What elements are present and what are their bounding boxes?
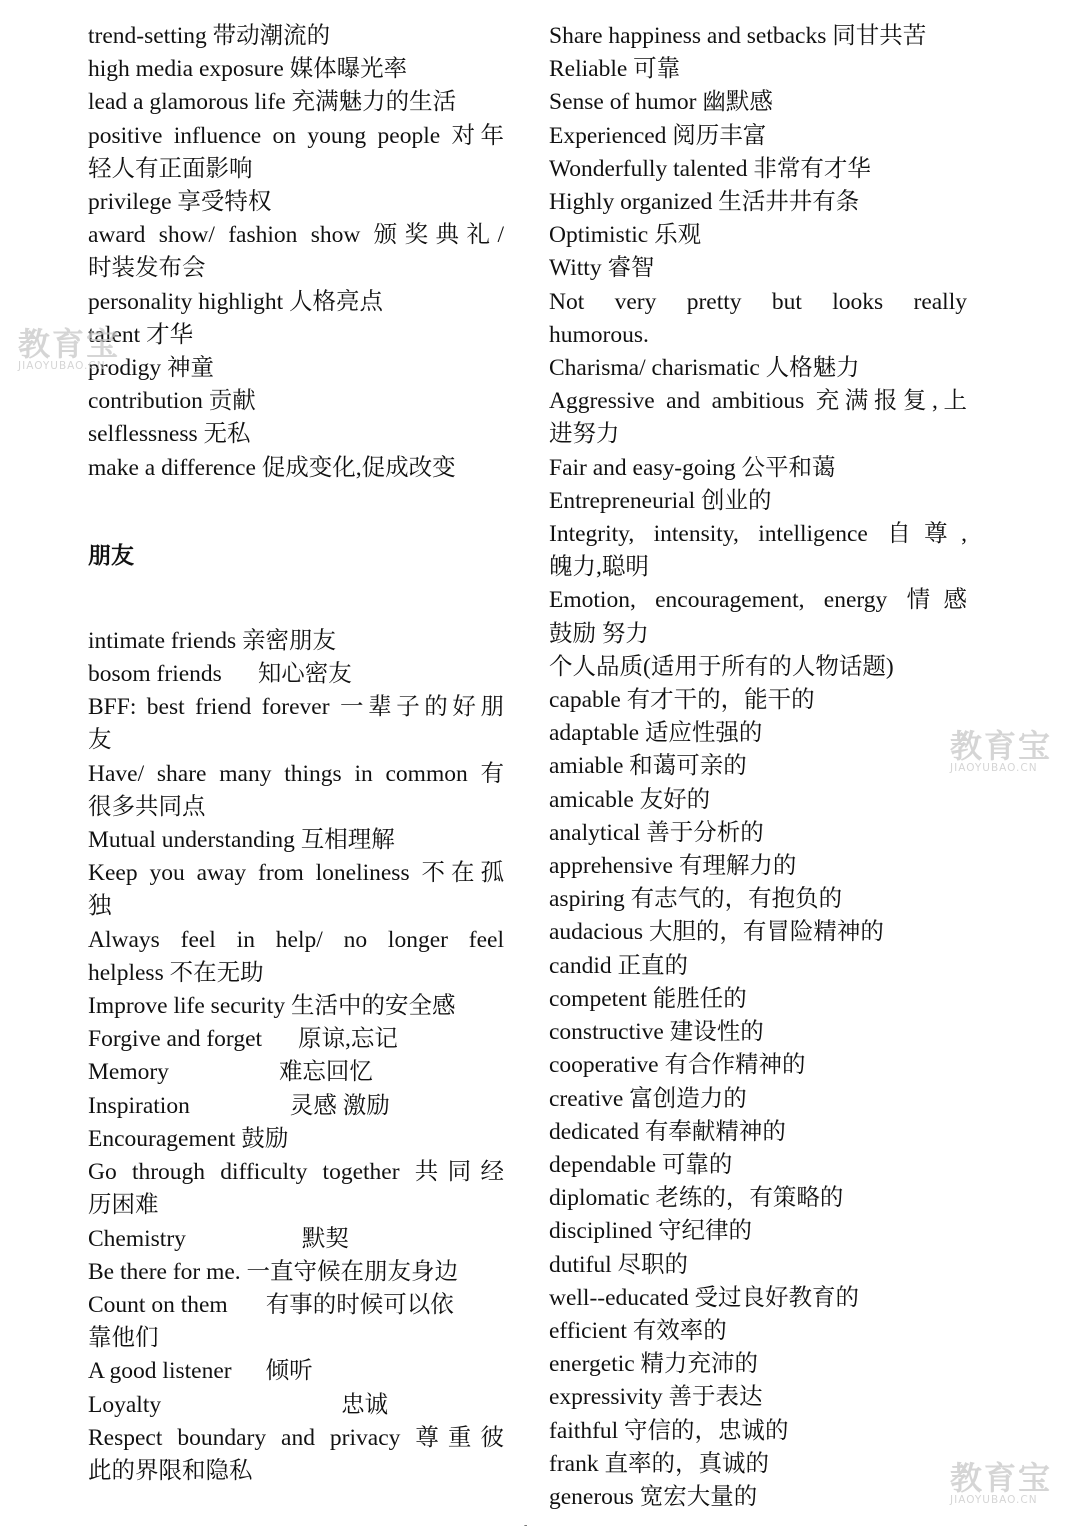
vocab-line: generous 宽宏大量的 <box>549 1483 758 1510</box>
vocab-line: Forgive and forget 原谅,忘记 <box>88 1026 398 1053</box>
vocab-line: 时装发布会 <box>88 255 206 282</box>
vocab-line: Improve life security 生活中的安全感 <box>88 993 456 1020</box>
vocab-line: humorous. <box>549 321 649 348</box>
vocab-line: Respect boundary and privacy 尊重彼 <box>88 1424 504 1451</box>
vocab-line: make a difference 促成变化,促成改变 <box>88 454 456 481</box>
vocab-line: frank 直率的，真诚的 <box>549 1450 769 1477</box>
vocab-line: Go through difficulty together 共同经 <box>88 1159 504 1186</box>
vocab-line: analytical 善于分析的 <box>549 819 764 846</box>
page-number: - <box>524 1520 528 1531</box>
vocab-line: capable 有才干的，能干的 <box>549 687 815 714</box>
vocab-line: award show/ fashion show 颁奖典礼/ <box>88 222 504 249</box>
vocab-line: personality highlight 人格亮点 <box>88 288 384 315</box>
vocab-line: Loyalty 忠诚 <box>88 1391 389 1418</box>
vocab-line: 历困难 <box>88 1192 159 1219</box>
vocab-line: amiable 和蔼可亲的 <box>549 753 747 780</box>
vocab-line: high media exposure 媒体曝光率 <box>88 56 408 83</box>
vocab-line: positive influence on young people 对年 <box>88 122 504 149</box>
vocab-line: 靠他们 <box>88 1325 159 1352</box>
vocab-line: dependable 可靠的 <box>549 1151 733 1178</box>
vocab-line: amicable 友好的 <box>549 786 711 813</box>
vocab-line: Charisma/ charismatic 人格魅力 <box>549 355 860 382</box>
vocab-line: candid 正直的 <box>549 952 689 979</box>
vocab-line: helpless 不在无助 <box>88 959 264 986</box>
vocab-line: Chemistry 默契 <box>88 1225 349 1252</box>
vocab-line: Wonderfully talented 非常有才华 <box>549 155 871 182</box>
vocab-line: lead a glamorous life 充满魅力的生活 <box>88 89 457 116</box>
vocab-line: diplomatic 老练的，有策略的 <box>549 1185 844 1212</box>
vocab-line: 进努力 <box>549 421 620 448</box>
section-heading-friends: 朋友 <box>88 542 134 569</box>
vocab-line: aspiring 有志气的，有抱负的 <box>549 886 843 913</box>
vocab-line: Share happiness and setbacks 同甘共苦 <box>549 23 927 49</box>
watermark-url: JIAOYUBAO.CN <box>18 360 106 372</box>
vocab-line: intimate friends 亲密朋友 <box>88 627 337 654</box>
vocab-line: Experienced 阅历丰富 <box>549 122 767 149</box>
vocab-line: privilege 享受特权 <box>88 189 272 216</box>
watermark-logo-text: 教育宝 <box>18 325 121 363</box>
vocab-line: constructive 建设性的 <box>549 1019 764 1046</box>
vocab-line: Witty 睿智 <box>549 255 655 282</box>
vocab-line: Inspiration 灵感 激励 <box>88 1092 390 1119</box>
vocab-line: Fair and easy-going 公平和蔼 <box>549 454 836 481</box>
left-vocab-list-friends <box>88 625 504 1488</box>
left-column <box>88 20 504 1488</box>
vocab-line: Count on them 有事的时候可以依 <box>88 1291 454 1318</box>
vocab-line: contribution 贡献 <box>88 388 256 415</box>
vocab-line: 轻人有正面影响 <box>88 155 253 182</box>
vocab-line: selflessness 无私 <box>88 421 251 448</box>
vocab-line: A good listener 倾听 <box>88 1358 313 1385</box>
watermark-logo-text: 教育宝 <box>950 1459 1053 1497</box>
vocab-line: Sense of humor 幽默感 <box>549 89 773 116</box>
vocab-line: energetic 精力充沛的 <box>549 1351 759 1378</box>
watermark-logo-text: 教育宝 <box>950 727 1053 765</box>
vocab-line: Reliable 可靠 <box>549 56 681 83</box>
vocab-line: well--educated 受过良好教育的 <box>549 1284 859 1311</box>
vocab-line: Memory 难忘回忆 <box>88 1059 373 1086</box>
vocab-line: trend-setting 带动潮流的 <box>88 23 331 49</box>
vocab-line: 很多共同点 <box>88 793 206 820</box>
vocab-line: 鼓励 努力 <box>549 620 649 647</box>
vocab-line: Mutual understanding 互相理解 <box>88 827 395 854</box>
vocab-line: dedicated 有奉献精神的 <box>549 1118 786 1145</box>
right-column <box>549 20 967 1514</box>
right-vocab-list <box>549 20 967 1514</box>
left-vocab-list-celebrity <box>88 20 504 485</box>
vocab-line: 友 <box>88 727 112 754</box>
vocab-line: Not very pretty but looks really <box>549 288 967 315</box>
vocab-line: talent 才华 <box>88 321 194 348</box>
vocab-line: bosom friends 知心密友 <box>88 661 352 688</box>
vocab-line: Highly organized 生活井井有条 <box>549 189 860 216</box>
vocab-line: efficient 有效率的 <box>549 1317 727 1344</box>
vocab-line: disciplined 守纪律的 <box>549 1218 752 1245</box>
vocab-line: Aggressive and ambitious 充满报复,上 <box>549 388 967 415</box>
vocab-line: Integrity, intensity, intelligence 自尊, <box>549 521 967 548</box>
vocab-line: 此的界限和隐私 <box>88 1457 253 1484</box>
vocab-line: Keep you away from loneliness 不在孤 <box>88 860 504 887</box>
vocab-line: Be there for me. 一直守候在朋友身边 <box>88 1258 459 1285</box>
vocab-line: 独 <box>88 893 112 920</box>
vocab-line: dutiful 尽职的 <box>549 1251 689 1278</box>
vocab-line: prodigy 神童 <box>88 355 214 382</box>
vocab-line: competent 能胜任的 <box>549 985 747 1012</box>
watermark-url: JIAOYUBAO.CN <box>950 1494 1038 1506</box>
vocab-line: Always feel in help/ no longer feel <box>88 926 504 953</box>
vocab-line: cooperative 有合作精神的 <box>549 1052 806 1079</box>
vocab-line: 个人品质(适用于所有的人物话题) <box>549 653 894 680</box>
vocab-line: adaptable 适应性强的 <box>549 720 763 747</box>
vocab-line: Entrepreneurial 创业的 <box>549 487 772 514</box>
vocab-line: apprehensive 有理解力的 <box>549 853 797 880</box>
vocab-line: audacious 大胆的，有冒险精神的 <box>549 919 884 946</box>
vocab-line: expressivity 善于表达 <box>549 1384 763 1411</box>
vocab-line: faithful 守信的，忠诚的 <box>549 1417 789 1444</box>
vocab-line: 魄力,聪明 <box>549 554 649 581</box>
watermark-url: JIAOYUBAO.CN <box>950 762 1038 774</box>
vocab-line: creative 富创造力的 <box>549 1085 747 1112</box>
vocab-line: Emotion, encouragement, energy 情感 <box>549 587 967 614</box>
vocab-line: Encouragement 鼓励 <box>88 1125 289 1152</box>
vocab-line: Optimistic 乐观 <box>549 222 702 249</box>
vocab-line: BFF: best friend forever 一辈子的好朋 <box>88 694 504 721</box>
vocab-line: Have/ share many things in common 有 <box>88 760 504 787</box>
